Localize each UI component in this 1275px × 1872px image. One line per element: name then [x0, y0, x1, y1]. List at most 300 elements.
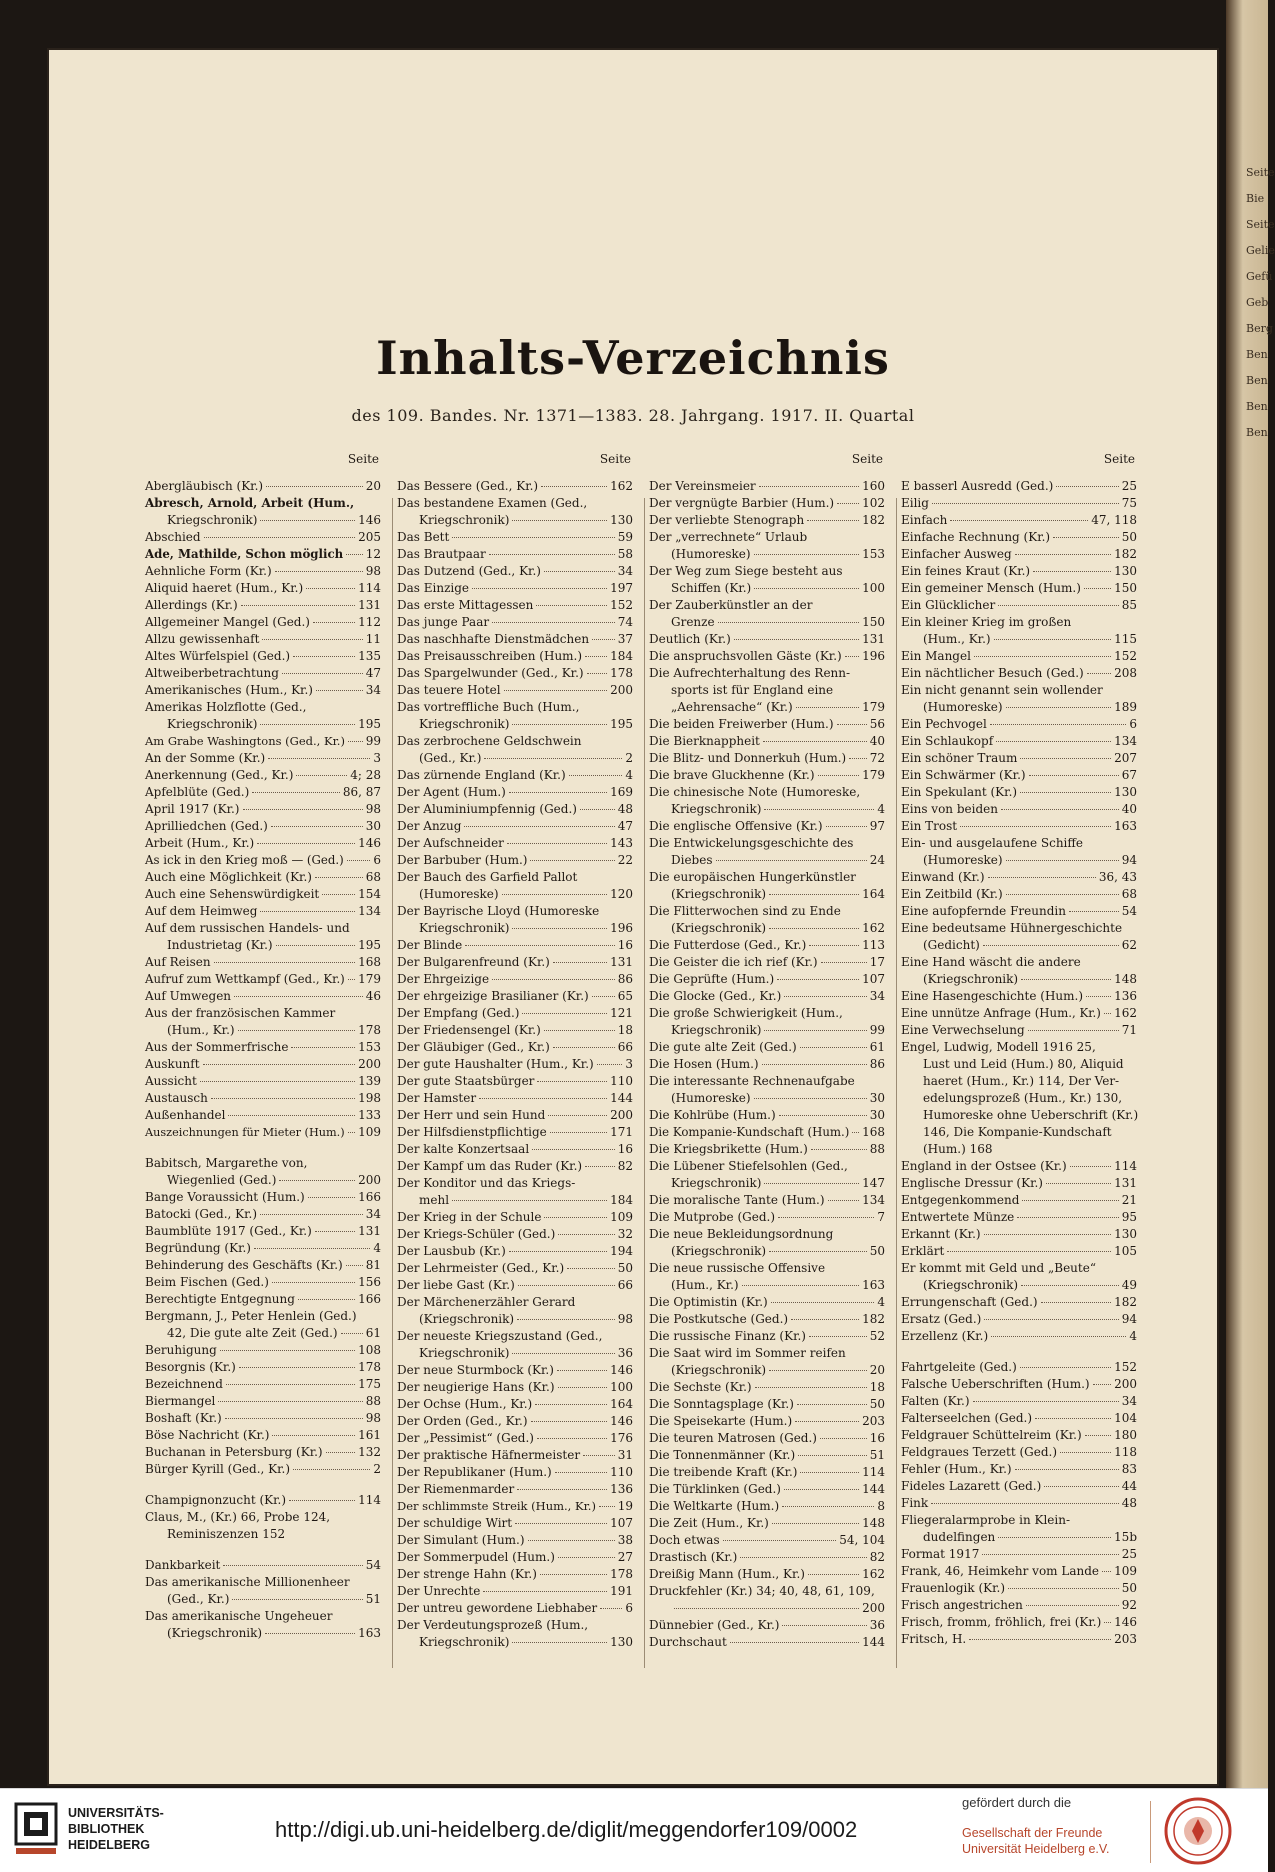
leader-dots — [755, 1387, 867, 1388]
index-entry-continuation — [649, 1362, 889, 1379]
index-entry — [901, 1478, 1141, 1495]
page-number: 102 — [862, 496, 885, 510]
page-number: 182 — [1114, 1295, 1137, 1309]
leader-dots — [754, 588, 859, 589]
page-number: 34 — [869, 989, 885, 1003]
leader-dots — [558, 1387, 608, 1388]
adjacent-page-fragment: Geb — [1246, 296, 1269, 309]
leader-dots — [544, 571, 615, 572]
leader-dots — [982, 1554, 1118, 1555]
leader-dots — [535, 1404, 607, 1405]
section-gap — [145, 1141, 385, 1155]
entry-title: Aus der Sommerfrische — [145, 1040, 289, 1054]
index-entry — [649, 1192, 889, 1209]
page-number: 100 — [610, 1380, 633, 1394]
index-entry-continuation — [901, 1141, 1141, 1158]
entry-title: Der verliebte Stenograph — [649, 513, 805, 527]
entry-title: Fideles Lazarett (Ged.) — [901, 1479, 1042, 1493]
entry-title: Der Anzug — [397, 819, 462, 833]
university-seal-icon — [1164, 1797, 1232, 1865]
book-page — [47, 48, 1219, 1786]
index-entry — [397, 1226, 637, 1243]
leader-dots — [1026, 1605, 1119, 1606]
leader-dots — [1046, 1183, 1111, 1184]
page-number: 152 — [1114, 1360, 1137, 1374]
index-entry — [397, 597, 637, 614]
page-number: 139 — [358, 1074, 381, 1088]
index-entry — [649, 1345, 889, 1362]
index-entry-continuation — [397, 1345, 637, 1362]
entry-title: Die Saat wird im Sommer reifen — [649, 1346, 846, 1360]
page-number: 17 — [869, 955, 885, 969]
page-number: 195 — [610, 717, 633, 731]
index-entry — [649, 1226, 889, 1243]
page-number: 179 — [862, 700, 885, 714]
leader-dots — [947, 1251, 1111, 1252]
index-entry — [397, 1362, 637, 1379]
entry-title: Der neue Sturmbock (Kr.) — [397, 1363, 554, 1377]
entry-title: Erzellenz (Kr.) — [901, 1329, 989, 1343]
leader-dots — [515, 1523, 607, 1524]
index-entry — [397, 1447, 637, 1464]
page-number: 54 — [365, 1558, 381, 1572]
page-number: 50 — [617, 1261, 633, 1275]
entry-title: Der Aufschneider — [397, 836, 504, 850]
page-number: 200 — [358, 1057, 381, 1071]
index-entry-continuation — [649, 920, 889, 937]
leader-dots — [509, 1251, 607, 1252]
index-entry — [145, 1444, 385, 1461]
page-number: 2 — [373, 1462, 381, 1476]
leader-dots — [226, 1384, 355, 1385]
leader-dots — [558, 1557, 615, 1558]
page-number: 66 — [617, 1278, 633, 1292]
leader-dots — [483, 1591, 607, 1592]
entry-title: Der Blinde — [397, 938, 463, 952]
entry-title: Die Kriegsbrikette (Hum.) — [649, 1142, 808, 1156]
page-number: 114 — [862, 1465, 885, 1479]
page-number: 86 — [869, 1057, 885, 1071]
entry-title: Die europäischen Hungerkünstler — [649, 870, 856, 884]
leader-dots — [998, 1537, 1111, 1538]
page-number: 30 — [365, 819, 381, 833]
index-entry — [649, 818, 889, 835]
leader-dots — [1015, 554, 1111, 555]
index-entry — [649, 733, 889, 750]
entry-title: Doch etwas — [649, 1533, 720, 1547]
leader-dots — [718, 622, 860, 623]
page-number: 68 — [365, 870, 381, 884]
entry-title: Kriegschronik) — [419, 1635, 510, 1649]
entry-title: Aehnliche Form (Kr.) — [145, 564, 272, 578]
entry-title: Auch eine Möglichkeit (Kr.) — [145, 870, 312, 884]
page-number: 130 — [610, 1635, 633, 1649]
index-entry — [397, 852, 637, 869]
index-entry — [397, 767, 637, 784]
leader-dots — [800, 1047, 867, 1048]
library-name — [68, 1805, 164, 1853]
page-number: 148 — [1114, 972, 1137, 986]
entry-title: Ein- und ausgelaufene Schiffe — [901, 836, 1084, 850]
leader-dots — [990, 724, 1127, 725]
entry-title: Der neugierige Hans (Kr.) — [397, 1380, 555, 1394]
leader-dots — [600, 1608, 622, 1609]
leader-dots — [674, 1608, 859, 1609]
entry-title: Bezeichnend — [145, 1377, 223, 1391]
leader-dots — [272, 1435, 355, 1436]
leader-dots — [530, 860, 614, 861]
page-number: 36, 43 — [1098, 870, 1137, 884]
page-number: 153 — [862, 547, 885, 561]
index-entry — [901, 869, 1141, 886]
leader-dots — [931, 1503, 1119, 1504]
index-entry — [901, 767, 1141, 784]
entry-title: Die beiden Freiwerber (Hum.) — [649, 717, 834, 731]
leader-dots — [782, 1506, 874, 1507]
entry-title: Kriegschronik) — [419, 513, 510, 527]
library-name-line: HEIDELBERG — [68, 1838, 150, 1852]
page-number: 56 — [869, 717, 885, 731]
index-entry-continuation — [901, 1277, 1141, 1294]
leader-dots — [818, 775, 860, 776]
entry-title: Außenhandel — [145, 1108, 226, 1122]
index-entry — [649, 631, 889, 648]
index-entry — [901, 580, 1141, 597]
index-entry — [649, 1107, 889, 1124]
leader-dots — [537, 1438, 607, 1439]
index-entry — [901, 1410, 1141, 1427]
entry-title: Das Bessere (Ged., Kr.) — [397, 479, 539, 493]
entry-title: Der Bauch des Garfield Pallot — [397, 870, 578, 884]
index-entry — [145, 1376, 385, 1393]
index-entry — [145, 1124, 385, 1141]
index-entry — [649, 1124, 889, 1141]
index-entry — [901, 665, 1141, 682]
leader-dots — [950, 520, 1088, 521]
page-number: 169 — [610, 785, 633, 799]
index-entry — [649, 988, 889, 1005]
page-number: 71 — [1121, 1023, 1137, 1037]
index-entry — [145, 1427, 385, 1444]
index-entry — [145, 1557, 385, 1574]
index-entry — [145, 920, 385, 937]
index-entry — [901, 597, 1141, 614]
page-number: 178 — [610, 1567, 633, 1581]
page-number: 196 — [610, 921, 633, 935]
index-entry — [649, 835, 889, 852]
leader-dots — [289, 1500, 355, 1501]
index-entry — [397, 1260, 637, 1277]
index-entry — [145, 665, 385, 682]
page-number: 74 — [617, 615, 633, 629]
index-entry — [145, 1073, 385, 1090]
page-number: 3 — [625, 1057, 633, 1071]
leader-dots — [1020, 792, 1111, 793]
index-entry — [397, 869, 637, 886]
leader-dots — [260, 1214, 363, 1215]
leader-dots — [268, 758, 370, 759]
leader-dots — [769, 928, 859, 929]
index-entry — [397, 495, 637, 512]
entry-title: An der Somme (Kr.) — [145, 751, 266, 765]
index-entry — [145, 1240, 385, 1257]
page-number: 115 — [1114, 632, 1137, 646]
section-gap — [145, 1478, 385, 1492]
leader-dots — [583, 1455, 615, 1456]
document-url-link[interactable]: http://digi.ub.uni-heidelberg.de/diglit/meggendorfer109/0002 — [275, 1817, 858, 1842]
leader-dots — [517, 1489, 607, 1490]
leader-dots — [472, 588, 607, 589]
index-column-3 — [649, 446, 889, 1651]
index-entry-continuation — [649, 801, 889, 818]
adjacent-page-fragment: Bie — [1246, 192, 1265, 205]
index-entry — [397, 478, 637, 495]
index-entry — [145, 1574, 385, 1591]
page-number: 166 — [358, 1190, 381, 1204]
leader-dots — [764, 1030, 866, 1031]
leader-dots — [1035, 1418, 1111, 1419]
leader-dots — [557, 1370, 607, 1371]
page-number: 61 — [869, 1040, 885, 1054]
index-entry — [901, 648, 1141, 665]
entry-title: Die Kompanie-Kundschaft (Hum.) — [649, 1125, 850, 1139]
page-number: 131 — [862, 632, 885, 646]
adjacent-page-edge — [1226, 0, 1275, 1788]
page-number: 38 — [617, 1533, 633, 1547]
leader-dots — [260, 724, 355, 725]
leader-dots — [763, 741, 867, 742]
page-number: 182 — [1114, 547, 1137, 561]
page-number: 143 — [610, 836, 633, 850]
index-entry — [901, 1192, 1141, 1209]
entry-title: Der liebe Gast (Kr.) — [397, 1278, 515, 1292]
leader-dots — [1022, 1200, 1118, 1201]
entry-title: Der Riemenmarder — [397, 1482, 515, 1496]
page-number: 16 — [617, 938, 633, 952]
page-number: 34 — [365, 1207, 381, 1221]
entry-title: (Humoreske) — [671, 1091, 751, 1105]
entry-title: dudelfingen — [923, 1530, 996, 1544]
entry-title: Das Einzige — [397, 581, 470, 595]
page-number: 130 — [1114, 785, 1137, 799]
leader-dots — [754, 554, 860, 555]
leader-dots — [734, 639, 859, 640]
entry-title: Der untreu gewordene Liebhaber — [397, 1601, 598, 1615]
index-entry — [397, 1413, 637, 1430]
entry-title: 42, Die gute alte Zeit (Ged.) — [167, 1326, 338, 1340]
leader-dots — [540, 1574, 607, 1575]
index-entry — [145, 614, 385, 631]
page-number: 166 — [358, 1292, 381, 1306]
entry-title: (Kriegschronik) — [671, 1244, 767, 1258]
leader-dots — [341, 1333, 363, 1334]
index-entry — [397, 1243, 637, 1260]
leader-dots — [984, 1234, 1112, 1235]
page-number: 200 — [358, 1173, 381, 1187]
page-number: 32 — [617, 1227, 633, 1241]
index-entry — [649, 1481, 889, 1498]
leader-dots — [220, 1350, 355, 1351]
index-entry — [649, 1413, 889, 1430]
page-number: 121 — [610, 1006, 633, 1020]
entry-title: Die Kohlrübe (Hum.) — [649, 1108, 776, 1122]
index-entry — [145, 1393, 385, 1410]
index-entry — [397, 614, 637, 631]
page-number: 182 — [862, 513, 885, 527]
index-entry — [901, 1461, 1141, 1478]
page-number: 50 — [869, 1244, 885, 1258]
entry-title: Die Speisekarte (Hum.) — [649, 1414, 793, 1428]
leader-dots — [791, 1319, 859, 1320]
entry-title: Der ehrgeizige Brasilianer (Kr.) — [397, 989, 589, 1003]
entry-title: Altes Würfelspiel (Ged.) — [145, 649, 291, 663]
entry-title: Entwertete Münze — [901, 1210, 1015, 1224]
page-number: 160 — [862, 479, 885, 493]
page-number: 112 — [358, 615, 381, 629]
leader-dots — [1104, 1013, 1111, 1014]
leader-dots — [452, 1200, 607, 1201]
leader-dots — [541, 486, 607, 487]
index-entry-continuation — [901, 1056, 1141, 1073]
entry-title: Der Bayrische Lloyd (Humoreske — [397, 904, 600, 918]
leader-dots — [293, 1469, 370, 1470]
entry-title: (Humoreske) — [419, 887, 499, 901]
page-number: 47 — [617, 819, 633, 833]
entry-title: Aussicht — [145, 1074, 197, 1088]
index-entry-continuation — [397, 716, 637, 733]
index-entry-continuation — [649, 682, 889, 699]
society-name — [962, 1825, 1110, 1857]
adjacent-page-fragment: Seite — [1246, 218, 1275, 231]
entry-title: Feldgrauer Schüttelreim (Kr.) — [901, 1428, 1082, 1442]
leader-dots — [243, 809, 363, 810]
leader-dots — [265, 1633, 355, 1634]
entry-title: Eine Hasengeschichte (Hum.) — [901, 989, 1084, 1003]
index-entry — [397, 1124, 637, 1141]
entry-title: Die moralische Tante (Hum.) — [649, 1193, 825, 1207]
entry-title: Aus der französischen Kammer — [145, 1006, 336, 1020]
leader-dots — [759, 486, 859, 487]
page-number: 194 — [610, 1244, 633, 1258]
page-number: 18 — [617, 1023, 633, 1037]
index-entry-continuation — [145, 1591, 385, 1608]
index-entry — [397, 631, 637, 648]
page-number: 82 — [617, 1159, 633, 1173]
index-entry — [145, 1223, 385, 1240]
entry-title: Beruhigung — [145, 1343, 217, 1357]
index-entry — [901, 1158, 1141, 1175]
entry-title: 146, Die Kompanie-Kundschaft — [923, 1125, 1112, 1139]
page-number: 162 — [862, 921, 885, 935]
index-entry — [145, 1509, 385, 1526]
index-entry — [145, 1410, 385, 1427]
entry-title: Der Bulgarenfreund (Kr.) — [397, 955, 550, 969]
leader-dots — [580, 809, 615, 810]
page-number: 131 — [610, 955, 633, 969]
entry-title: Der Weg zum Siege besteht aus — [649, 564, 843, 578]
entry-title: Eine Verwechselung — [901, 1023, 1025, 1037]
entry-title: Feldgraues Terzett (Ged.) — [901, 1445, 1058, 1459]
page-number: 195 — [358, 938, 381, 952]
index-entry — [145, 733, 385, 750]
page-number: 7 — [877, 1210, 885, 1224]
entry-title: Frank, 46, Heimkehr vom Lande — [901, 1564, 1100, 1578]
entry-title: Aufruf zum Wettkampf (Ged., Kr.) — [145, 972, 345, 986]
page-number: 136 — [610, 1482, 633, 1496]
page-number: 94 — [1121, 1312, 1137, 1326]
entry-title: (Hum., Kr.) — [923, 632, 991, 646]
index-entry — [397, 733, 637, 750]
page-number: 99 — [365, 734, 381, 748]
viewer-footer — [0, 1788, 1268, 1872]
index-entry — [649, 1056, 889, 1073]
index-entry — [649, 1158, 889, 1175]
index-entry — [649, 1583, 889, 1600]
leader-dots — [1006, 707, 1112, 708]
page-number: 107 — [610, 1516, 633, 1530]
entry-title: Buchanan in Petersburg (Kr.) — [145, 1445, 323, 1459]
index-entry — [901, 1328, 1141, 1345]
index-entry — [145, 869, 385, 886]
page-number: 36 — [869, 1618, 885, 1632]
page-number: 109 — [358, 1125, 381, 1139]
page-number: 156 — [358, 1275, 381, 1289]
entry-title: Humoreske ohne Ueberschrift (Kr.) — [923, 1108, 1139, 1122]
index-entry — [649, 597, 889, 614]
leader-dots — [203, 1064, 356, 1065]
index-entry — [901, 1546, 1141, 1563]
leader-dots — [522, 1013, 607, 1014]
index-entry — [901, 1614, 1141, 1631]
index-entry-continuation — [397, 1634, 637, 1651]
leader-dots — [592, 639, 615, 640]
adjacent-page-fragment: Gefü — [1246, 270, 1273, 283]
entry-title: Die Postkutsche (Ged.) — [649, 1312, 789, 1326]
leader-dots — [1056, 486, 1118, 487]
index-entry — [145, 546, 385, 563]
entry-title: Der Lehrmeister (Ged., Kr.) — [397, 1261, 565, 1275]
entry-title: Fahrtgeleite (Ged.) — [901, 1360, 1017, 1374]
entry-title: Grenze — [671, 615, 715, 629]
page-number: 161 — [358, 1428, 381, 1442]
page-number: 83 — [1121, 1462, 1137, 1476]
university-logo-icon — [14, 1802, 58, 1858]
page-number: 178 — [358, 1360, 381, 1374]
index-entry — [649, 1430, 889, 1447]
page-number: 6 — [1129, 717, 1137, 731]
entry-title: Dreißig Mann (Hum., Kr.) — [649, 1567, 805, 1581]
index-column-2 — [397, 446, 637, 1651]
index-entry — [901, 512, 1141, 529]
page-number: 200 — [1114, 1377, 1137, 1391]
leader-dots — [837, 724, 867, 725]
leader-dots — [845, 656, 859, 657]
entry-title: Altweiberbetrachtung — [145, 666, 279, 680]
page-number: 46 — [365, 989, 381, 1003]
entry-title: (Kriegschronik) — [923, 1278, 1019, 1292]
index-entry — [901, 682, 1141, 699]
entry-title: Die Tonnenmänner (Kr.) — [649, 1448, 796, 1462]
leader-dots — [1041, 1302, 1112, 1303]
entry-title: Eine bedeutsame Hühnergeschichte — [901, 921, 1123, 935]
index-entry-continuation — [397, 512, 637, 529]
page-number: 88 — [365, 1394, 381, 1408]
index-entry-continuation — [901, 1107, 1141, 1124]
index-entry — [901, 546, 1141, 563]
leader-dots — [716, 860, 867, 861]
index-entry — [145, 1291, 385, 1308]
entry-title: Das amerikanische Ungeheuer — [145, 1609, 333, 1623]
